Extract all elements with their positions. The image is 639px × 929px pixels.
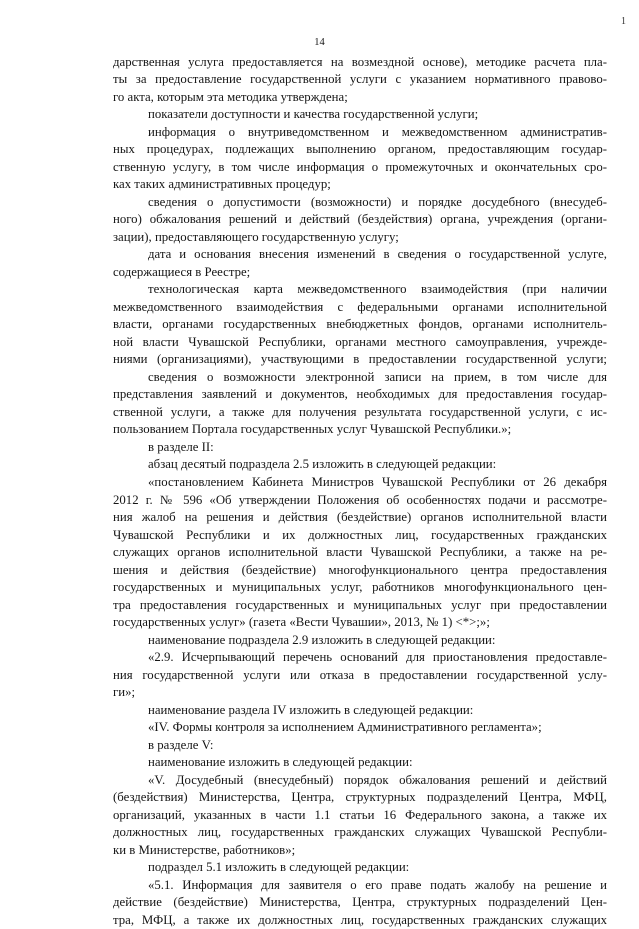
text-line: 2012 г. № 596 «Об утверждении Положения об особенностях подачи и рассмотре- <box>113 492 607 507</box>
text-line: дата и основания внесения изменений в сведения о государственной услуге, <box>148 247 607 262</box>
text-line: «5.1. Информация для заявителя о его праве подать жалобу на решение и <box>148 877 607 892</box>
corner-mark: 1 <box>621 16 626 27</box>
text-line: подраздел 5.1 изложить в следующей редакции: <box>148 860 410 875</box>
text-line: шения и действия (бездействие) многофункционального центра предоставления <box>113 562 607 577</box>
text-line: межведомственного взаимодействия с федеральными органами исполнительной <box>113 299 607 314</box>
text-line: наименование раздела IV изложить в следующей редакции: <box>148 702 474 717</box>
text-line: государственных услуг» (газета «Вести Чувашии», 2013, № 1) <*>;»; <box>113 615 490 630</box>
text-line: содержащиеся в Реестре; <box>113 264 251 279</box>
text-line: ги»; <box>113 685 136 700</box>
text-line: государственных и муниципальных услуг, работников многофункционального цен- <box>113 580 607 595</box>
text-line: дарственная услуга предоставляется на возмездной основе), методике расчета пла- <box>113 54 607 69</box>
text-line: зации), предоставляющего государственную услугу; <box>113 229 399 244</box>
text-line: ных процедурах, подлежащих выполнению органом, предоставляющим государ- <box>113 142 607 157</box>
text-line: технологическая карта межведомственного взаимодействия (при наличии <box>148 282 607 297</box>
text-line: служащих органов исполнительной власти Чувашской Республики, а также на ре- <box>113 545 607 560</box>
text-line: ния государственной услуги или отказа в предоставлении государственной услу- <box>113 667 607 682</box>
text-line: наименование изложить в следующей редакции: <box>148 755 413 770</box>
text-line: тра предоставления государственных и муниципальных услуг при предоставлении <box>113 597 607 612</box>
text-line: «V. Досудебный (внесудебный) порядок обжалования решений и действий <box>148 772 607 787</box>
text-line: ниями (организациями), участвующими в предоставлении государственной услуги; <box>113 352 607 367</box>
text-line: в разделе V: <box>148 737 214 752</box>
text-line: наименование подраздела 2.9 изложить в следующей редакции: <box>148 632 496 647</box>
text-line: «постановлением Кабинета Министров Чувашской Республики от 26 декабря <box>148 474 607 489</box>
text-line: (бездействия) Министерства, Центра, структурных подразделений Центра, МФЦ, <box>113 790 607 805</box>
text-line: «IV. Формы контроля за исполнением Административного регламента»; <box>148 720 542 735</box>
text-line: ной власти Чувашской Республики, органами местного самоуправления, учрежде- <box>113 334 607 349</box>
text-line: ки в Министерстве, работников»; <box>113 842 296 857</box>
text-line: го акта, которым эта методика утверждена; <box>113 89 348 104</box>
text-line: сведения о возможности электронной записи на прием, в том числе для <box>148 369 607 384</box>
text-line: ты за предоставление государственной услуги с указанием нормативного правово- <box>113 72 607 87</box>
text-line: в разделе II: <box>148 439 214 454</box>
text-line: представления заявлений и документов, необходимых для предоставления государ- <box>113 387 607 402</box>
text-line: ственной услуги, а также для получения результата государственной услуги, с ис- <box>113 404 607 419</box>
text-line: ственную услугу, в том числе информация о промежуточных и окончательных сро- <box>113 159 607 174</box>
text-line: ного) обжалования решений и действий (бездействия) органа, учреждения (органи- <box>113 212 607 227</box>
text-line: информация о внутриведомственном и межведомственном административ- <box>148 124 607 139</box>
text-line: действие (бездействие) Министерства, Центра, структурных подразделений Цен- <box>113 895 607 910</box>
text-line: должностных лиц, государственных гражданских служащих Чувашской Республи- <box>113 825 607 840</box>
text-line: ках таких административных процедур; <box>113 177 331 192</box>
text-line: Чувашской Республики и их должностных лиц, государственных гражданских <box>113 527 607 542</box>
text-line: показатели доступности и качества государственной услуги; <box>148 107 479 122</box>
text-line: «2.9. Исчерпывающий перечень оснований для приостановления предоставле- <box>148 650 607 665</box>
text-line: власти, органами государственных внебюджетных фондов, органами исполнитель- <box>113 317 607 332</box>
text-line: сведения о допустимости (возможности) и порядке досудебного (внесудеб- <box>148 194 607 209</box>
text-line: тра, МФЦ, а также их должностных лиц, государственных гражданских служащих <box>113 912 607 927</box>
text-line: ния жалоб на решения и действия (бездействие) органов исполнительной власти <box>113 510 607 525</box>
text-line: абзац десятый подраздела 2.5 изложить в следующей редакции: <box>148 457 497 472</box>
page-number: 14 <box>314 37 325 48</box>
text-line: организаций, указанных в части 1.1 статьи 16 Федерального закона, а также их <box>113 807 607 822</box>
text-line: пользованием Портала государственных услуг Чувашской Республики.»; <box>113 422 512 437</box>
